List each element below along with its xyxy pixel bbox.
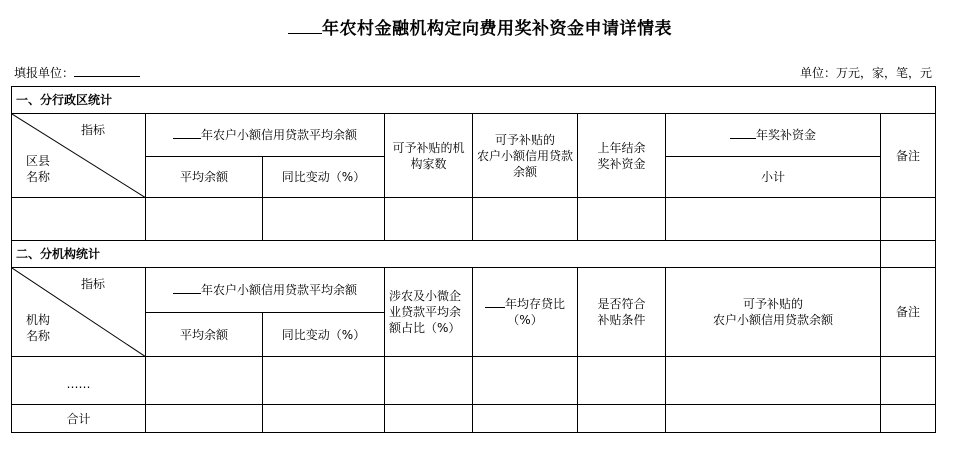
year-blank[interactable]	[485, 296, 505, 308]
section1-award-header	[666, 114, 881, 157]
institution-name-label	[26, 312, 50, 344]
table-cell[interactable]	[263, 198, 385, 241]
section1-diagonal-header	[12, 114, 146, 198]
section2-remark-header: 备注	[881, 268, 936, 357]
title-text: 年农村金融机构定向费用奖补资金申请详情表	[322, 19, 672, 39]
table-row	[12, 198, 936, 241]
table-cell[interactable]	[881, 357, 936, 405]
section1-avg-balance-header: 平均余额	[146, 157, 263, 198]
table-cell[interactable]	[578, 198, 666, 241]
application-table	[11, 86, 936, 433]
subsidy-loan-line1: 可予补贴的	[742, 297, 803, 311]
award-head-text: 年奖补资金	[755, 128, 816, 142]
subsidy-loan-line2: 农户小额信用贷款余额	[476, 148, 573, 179]
year-blank[interactable]	[173, 127, 201, 139]
subsidy-loan-line1: 可予补贴的	[494, 132, 555, 147]
indicator-label: 指标	[80, 277, 105, 291]
table-cell[interactable]	[263, 357, 385, 405]
table-cell[interactable]	[881, 405, 936, 433]
section2-subsidy-loan-header	[666, 268, 881, 357]
loan-balance-head-text: 年农户小额信用贷款平均余额	[200, 283, 357, 297]
table-cell[interactable]	[473, 357, 578, 405]
fill-unit	[14, 64, 140, 81]
section1-loan-balance-header	[146, 114, 385, 157]
fill-unit-field[interactable]	[74, 64, 140, 77]
section1-remark-header: 备注	[881, 114, 936, 198]
table-row	[12, 357, 936, 405]
table-cell[interactable]	[881, 198, 936, 241]
district-name-label	[26, 153, 50, 185]
ldr-head-text: 年均存贷比	[504, 297, 565, 311]
table-cell[interactable]	[146, 357, 263, 405]
table-cell[interactable]	[146, 405, 263, 433]
section1-heading: 一、分行政区统计	[12, 87, 936, 114]
ldr-unit-text: （%）	[507, 313, 543, 327]
section2-yoy-change-header: 同比变动（%）	[263, 313, 385, 357]
indicator-label: 指标	[80, 123, 105, 137]
section1-carryover-header: 上年结余奖补资金	[578, 114, 666, 198]
subsidy-loan-line2: 农户小额信用贷款余额	[712, 313, 833, 327]
ellipsis-cell: ……	[12, 357, 146, 405]
table-cell[interactable]	[385, 198, 473, 241]
table-cell[interactable]	[146, 198, 263, 241]
section1-subsidy-count-header: 可予补贴的机构家数	[385, 114, 473, 198]
district-label-line1: 区县	[26, 154, 51, 168]
table-cell[interactable]	[666, 198, 881, 241]
section2-diagonal-header	[12, 268, 146, 357]
section1-subtotal-header: 小计	[666, 157, 881, 198]
table-cell[interactable]	[578, 357, 666, 405]
section2-loan-balance-header	[146, 268, 385, 313]
table-cell[interactable]	[578, 405, 666, 433]
section2-heading: 二、分机构统计	[12, 241, 881, 268]
section2-agri-ratio-header: 涉农及小微企业贷款平均余额占比（%）	[385, 268, 473, 357]
institution-label-line2: 名称	[26, 329, 51, 343]
table-cell[interactable]	[473, 405, 578, 433]
unit-label: 单位：万元，家，笔，元	[799, 66, 932, 80]
loan-balance-head-text: 年农户小额信用贷款平均余额	[200, 128, 357, 142]
table-row	[12, 405, 936, 433]
section1-subsidy-loan-header	[473, 114, 578, 198]
table-cell[interactable]	[385, 357, 473, 405]
table-cell[interactable]	[473, 198, 578, 241]
section1-yoy-change-header: 同比变动（%）	[263, 157, 385, 198]
section2-eligible-header: 是否符合补贴条件	[578, 268, 666, 357]
table-cell[interactable]	[263, 405, 385, 433]
table-cell[interactable]	[12, 198, 146, 241]
table-cell[interactable]	[385, 405, 473, 433]
district-label-line2: 名称	[26, 170, 51, 184]
section2-avg-balance-header: 平均余额	[146, 313, 263, 357]
year-blank[interactable]	[173, 282, 201, 294]
year-blank[interactable]	[288, 19, 322, 34]
table-cell[interactable]	[881, 241, 936, 268]
page-title	[0, 14, 960, 39]
section2-ldr-header	[473, 268, 578, 357]
institution-label-line1: 机构	[26, 313, 51, 327]
total-cell: 合计	[12, 405, 146, 433]
table-cell[interactable]	[666, 357, 881, 405]
table-cell[interactable]	[666, 405, 881, 433]
year-blank[interactable]	[730, 127, 756, 139]
fill-unit-label: 填报单位：	[14, 66, 75, 80]
